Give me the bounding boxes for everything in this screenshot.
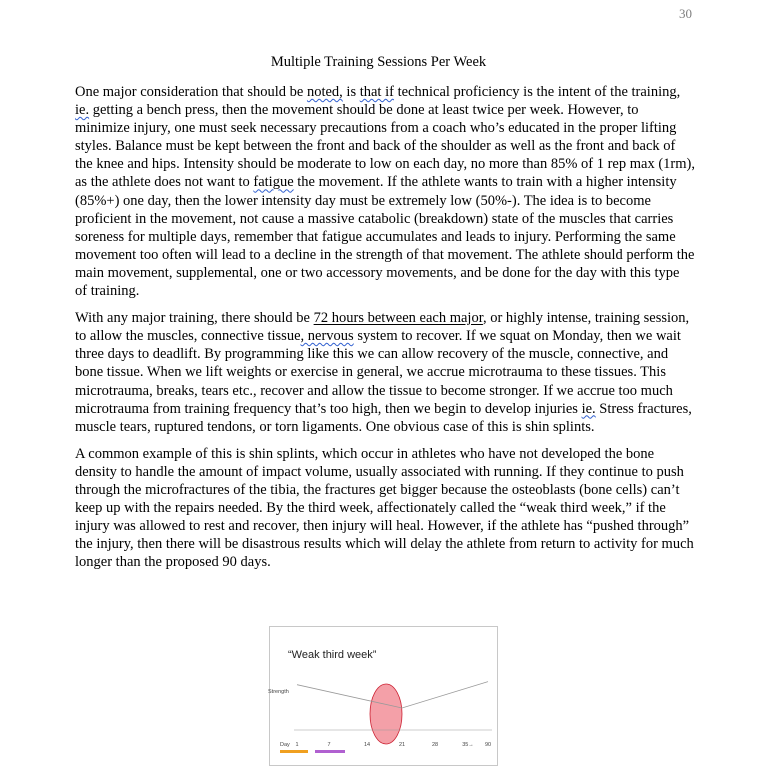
x-tick-label: 35→	[462, 742, 474, 748]
day-label: Day	[280, 742, 290, 748]
figure-y-label: Strength	[268, 689, 289, 695]
body-text	[75, 83, 695, 580]
paragraph-1: One major consideration that should be noted, is that if technical proficiency is the intent of the training, ie. getting a bench press, then the movement should be done at least twice per week. However, to minimize injury, one must seek necessary precautions from a coach who’s educated in the proper lifting styles. Balance must be kept between the front and back of the shoulder as well as the front and back of the knee and hips. Intensity should be moderate to low on each day, no more than 85% of 1 rep max (1rm), as the athlete does not want to fatigue the movement. If the athlete wants to train with a higher intensity (85%+) one day, then the lower intensity day must be extremely low (50%-). The idea is to become proficient in the movement, not cause a massive catabolic (breakdown) state of the muscles that carries soreness for multiple days, remember that fatigue accumulates and leads to injury. Performing the same movement too often will lead to a decline in the strength of that movement. The athlete should perform the main movement, supplemental, one or two accessory movements, and be done for the day with this type of training.	[75, 84, 695, 300]
spellcheck-mark[interactable]: ie.	[75, 102, 90, 119]
spellcheck-mark[interactable]: that if	[359, 84, 394, 100]
figure-weak-third-week	[269, 626, 498, 766]
x-tick-label: 14	[363, 742, 371, 748]
paragraph-3: A common example of this is shin splints, which occur in athletes who have not developed the bone density to handle the amount of impact volume, usually associated with running. If they continue to push through the microfractures of the tibia, the fractures get bigger because the osteoblasts (bone cells) can’t keep up with the repairs needed. By the third week, affectionately called the “weak third week,” if the injury was allowed to rest and recover, then injury will heal. However, if the athlete has “pushed through” the injury, then there will be disastrous results which will delay the athlete from return to activity for much longer than the proposed 90 days.	[75, 445, 694, 571]
x-tick-label: 1	[295, 742, 299, 748]
section-title: Multiple Training Sessions Per Week	[270, 54, 487, 70]
spellcheck-mark[interactable]: noted,	[306, 84, 343, 100]
figure-title: “Weak third week”	[288, 649, 377, 661]
x-tick-label: 21	[398, 742, 406, 748]
figure-chart	[270, 627, 499, 767]
spellcheck-mark[interactable]: , nervous	[300, 328, 354, 345]
spellcheck-mark[interactable]: ie.	[581, 400, 596, 417]
underlined-text: 72 hours between each major	[313, 310, 483, 327]
x-tick-label: 90	[484, 742, 492, 748]
x-tick-label: 7	[327, 742, 331, 748]
page-number: 30	[679, 6, 692, 21]
paragraph-2: With any major training, there should be 72 hours between each major, or highly intense, training session, to allow the muscles, connective tissue, nervous system to recover. If we squat on Monday, then we wait three days to deadlift. By programming like this we can allow recovery of the muscle, connective, and bone tissue. When we lift weights or exercise in general, we accrue microtrauma to these tissues. This microtrauma, breaks, tears etc., recover and allow the tissue to become stronger. If we accrue too much microtrauma from training frequency that’s too high, then we begin to develop injuries ie. Stress fractures, muscle tears, ruptured tendons, or torn ligaments. One obvious case of this is shin splints.	[75, 310, 692, 435]
spellcheck-mark[interactable]: fatigue	[253, 174, 294, 191]
x-tick-label: 28	[431, 742, 439, 748]
weak-week-highlight	[370, 684, 402, 744]
